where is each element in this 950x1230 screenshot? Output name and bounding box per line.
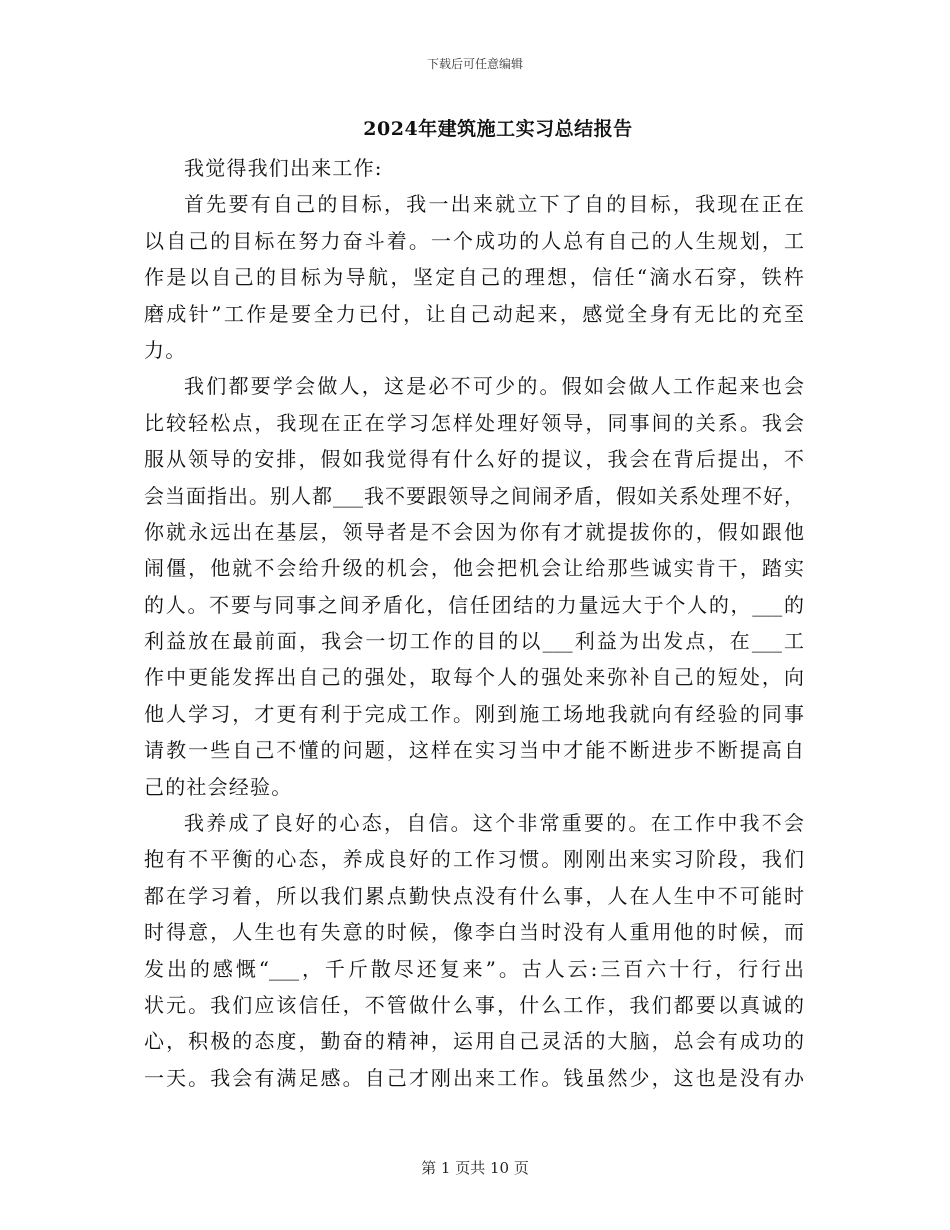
body-line: 状元。我们应该信任，不管做什么事，什么工作，我们都要以真诚的 [144, 992, 804, 1017]
document-title: 2024年建筑施工实习总结报告 [363, 118, 633, 140]
document-body [144, 150, 804, 1096]
body-line: 你就永远出在基层，领导者是不会因为你有才就提拔你的，假如跟他 [144, 519, 804, 544]
body-line: 闹僵，他就不会给升级的机会，他会把机会让给那些诚实肯干，踏实 [144, 556, 804, 581]
body-line: 我们都要学会做人，这是必不可少的。假如会做人工作起来也会 [184, 374, 804, 399]
body-line: 我觉得我们出来工作: [184, 156, 383, 180]
body-line: 磨成针”工作是要全力已付，让自己动起来，感觉全身有无比的充至 [144, 301, 804, 326]
body-line: 服从领导的安排，假如我觉得有什么好的提议，我会在背后提出，不 [144, 447, 804, 472]
body-line: 时得意，人生也有失意的时候，像李白当时没有人重用他的时候，而 [144, 920, 804, 945]
body-line: 心，积极的态度，勤奋的精神，运用自己灵活的大脑，总会有成功的 [144, 1029, 804, 1054]
body-line: 我养成了良好的心态，自信。这个非常重要的。在工作中我不会 [184, 811, 804, 836]
body-line: 他人学习，才更有利于完成工作。刚到施工场地我就向有经验的同事 [144, 701, 804, 726]
body-line: 己的社会经验。 [144, 774, 293, 799]
body-line: 力。 [144, 337, 187, 362]
body-line: 一天。我会有满足感。自己才刚出来工作。钱虽然少，这也是没有办 [144, 1065, 804, 1090]
body-line: 会当面指出。别人都___我不要跟领导之间闹矛盾，假如关系处理不好， [144, 483, 804, 508]
body-line: 利益放在最前面，我会一切工作的目的以___利益为出发点，在___工 [144, 629, 804, 654]
body-line: 的人。不要与同事之间矛盾化，信任团结的力量远大于个人的，___的 [144, 592, 804, 617]
body-line: 作是以自己的目标为导航，坚定自己的理想，信任“滴水石穿，铁杵 [144, 265, 804, 290]
body-line: 都在学习着，所以我们累点勤快点没有什么事，人在人生中不可能时 [144, 883, 804, 908]
body-line: 首先要有自己的目标，我一出来就立下了自的目标，我现在正在 [184, 192, 804, 217]
page-footer: 第 1 页共 10 页 [421, 1159, 529, 1177]
body-line: 抱有不平衡的心态，养成良好的工作习惯。刚刚出来实习阶段，我们 [144, 847, 804, 872]
body-line: 以自己的目标在努力奋斗着。一个成功的人总有自己的人生规划，工 [144, 228, 804, 253]
body-line: 发出的感慨“___，千斤散尽还复来”。古人云:三百六十行，行行出 [144, 956, 804, 981]
body-line: 请教一些自己不懂的问题，这样在实习当中才能不断进步不断提高自 [144, 738, 804, 763]
body-line: 比较轻松点，我现在正在学习怎样处理好领导，同事间的关系。我会 [144, 410, 804, 435]
body-line: 作中更能发挥出自己的强处，取每个人的强处来弥补自己的短处，向 [144, 665, 804, 690]
page-header: 下载后可任意编辑 [426, 57, 523, 71]
